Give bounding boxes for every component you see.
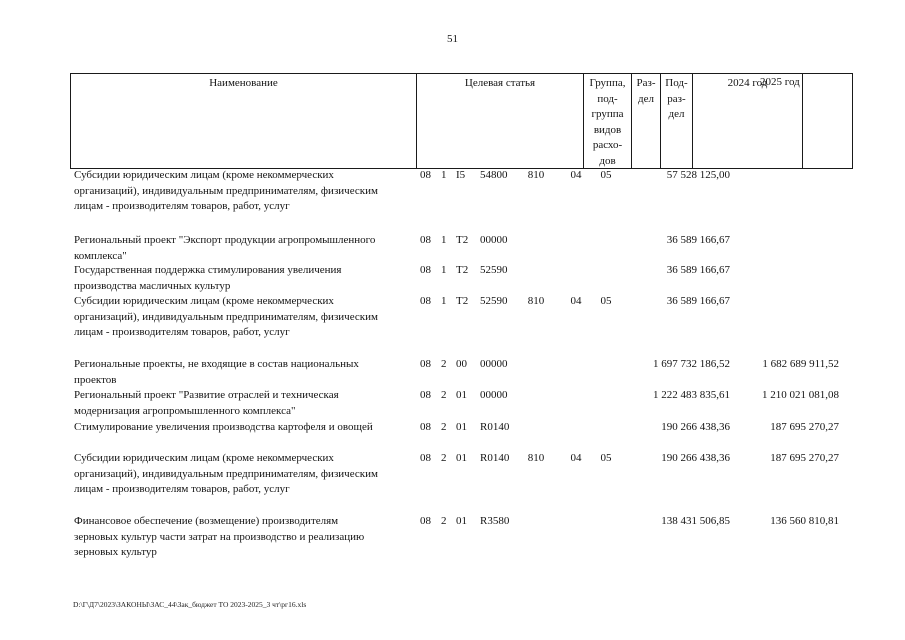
row-amount-2025: 136 560 810,81 [770, 515, 839, 527]
row-amount-2025: 1 682 689 911,52 [762, 358, 839, 370]
row-code-subprogram: 1 [441, 234, 447, 246]
header-section-line: дел [638, 92, 654, 105]
row-code-direction: T2 [456, 264, 469, 276]
row-name-line: Субсидии юридическим лицам (кроме некоммерческих [74, 452, 334, 464]
row-code-subprogram: 2 [441, 452, 447, 464]
row-code-expense: R0140 [480, 421, 510, 433]
row-name-line: проектов [74, 373, 117, 386]
row-code-expense: 54800 [480, 169, 508, 181]
row-name-line: зерновых культур части затрат на производство и реализацию [74, 530, 365, 543]
row-code-expense: 00000 [480, 358, 508, 370]
row-code-subprogram: 1 [441, 264, 447, 276]
header-group-line: Группа, [589, 77, 626, 89]
header-2024-label: 2024 год [727, 77, 768, 89]
row-name-line: Финансовое обеспечение (возмещение) производителям [74, 515, 339, 527]
row-name-line: модернизация агропромышленного комплекса" [74, 404, 296, 417]
row-code-direction: T2 [456, 234, 469, 246]
page-number: 51 [447, 33, 458, 45]
header-target-label: Целевая статья [464, 77, 536, 89]
row-code-expense: 00000 [480, 389, 508, 401]
row-code-program: 08 [420, 389, 431, 401]
row-amount-2024: 36 589 166,67 [666, 264, 730, 276]
row-group: 810 [527, 169, 545, 181]
row-amount-2024: 1 222 483 835,61 [653, 389, 730, 401]
row-code-expense: 00000 [480, 234, 508, 246]
row-amount-2024: 36 589 166,67 [666, 234, 730, 246]
row-code-program: 08 [420, 169, 431, 181]
header-group-line: дов [599, 154, 616, 167]
header-group-line: под- [597, 92, 618, 105]
row-code-expense: R0140 [480, 452, 510, 464]
header-subsection-line: дел [668, 108, 685, 120]
row-code-direction: T2 [456, 295, 469, 307]
row-code-subprogram: 2 [441, 389, 447, 401]
row-name-line: зерновых культур [74, 546, 157, 558]
row-name-line: Региональный проект "Экспорт продукции агропромышленного [74, 234, 376, 246]
row-name-line: организаций), индивидуальным предпринимателям, физическим [74, 467, 378, 480]
header-subsection [661, 74, 693, 168]
row-code-subprogram: 2 [441, 358, 447, 370]
row-subsection: 05 [600, 452, 612, 464]
header-section [632, 74, 661, 168]
row-code-direction: 00 [456, 358, 467, 370]
header-name [71, 74, 417, 168]
row-code-direction: 01 [456, 452, 467, 464]
row-name-line: Стимулирование увеличения производства картофеля и овощей [74, 421, 373, 433]
header-subsection-line: раз- [667, 92, 686, 105]
row-subsection: 05 [600, 295, 612, 307]
row-code-program: 08 [420, 452, 431, 464]
row-amount-2024: 138 431 506,85 [661, 515, 730, 527]
row-name-line: лицам - производителям товаров, работ, услуг [74, 200, 290, 212]
row-amount-2024: 36 589 166,67 [666, 295, 730, 307]
row-amount-2024: 190 266 438,36 [661, 421, 730, 433]
row-name-line: Региональный проект "Развитие отраслей и техническая [74, 389, 339, 401]
row-code-program: 08 [420, 358, 431, 370]
header-subsection-line: Под- [665, 77, 688, 89]
row-amount-2024: 1 697 732 186,52 [653, 358, 730, 370]
row-code-expense: 52590 [480, 264, 508, 276]
row-name-line: Региональные проекты, не входящие в состав национальных [74, 358, 359, 370]
row-name-line: комплекса" [74, 249, 127, 262]
header-section-line: Раз- [636, 77, 656, 89]
row-code-subprogram: 1 [441, 295, 447, 307]
row-amount-2025: 187 695 270,27 [770, 452, 839, 464]
row-name-line: лицам - производителям товаров, работ, услуг [74, 483, 290, 495]
row-name-line: Государственная поддержка стимулирования увеличения [74, 264, 342, 276]
header-target [417, 74, 584, 168]
row-group: 810 [527, 452, 545, 464]
row-section: 04 [570, 295, 582, 307]
row-code-direction: 01 [456, 515, 467, 527]
row-code-subprogram: 2 [441, 421, 447, 433]
row-code-subprogram: 2 [441, 515, 447, 527]
header-group-line: расхо- [592, 139, 623, 151]
row-group: 810 [527, 295, 545, 307]
row-name-line: организаций), индивидуальным предпринимателям, физическим [74, 184, 378, 197]
row-code-program: 08 [420, 295, 431, 307]
header-2025 [803, 74, 852, 168]
header-group-line: видов [593, 123, 622, 136]
row-name-line: Субсидии юридическим лицам (кроме некоммерческих [74, 295, 334, 307]
row-subsection: 05 [600, 169, 612, 181]
header-group [584, 74, 632, 168]
row-section: 04 [570, 452, 582, 464]
row-code-direction: 01 [456, 389, 467, 401]
row-code-program: 08 [420, 264, 431, 276]
header-2025-label: 2025 год [760, 76, 800, 88]
row-code-program: 08 [420, 421, 431, 433]
row-code-direction: I5 [456, 169, 466, 181]
row-amount-2025: 187 695 270,27 [770, 421, 839, 433]
row-code-expense: R3580 [480, 515, 510, 527]
table-header [70, 73, 853, 169]
row-code-subprogram: 1 [441, 169, 447, 181]
row-code-direction: 01 [456, 421, 467, 433]
row-amount-2024: 57 528 125,00 [666, 169, 730, 181]
row-name-line: производства масличных культур [74, 279, 231, 292]
row-section: 04 [570, 169, 582, 181]
row-code-program: 08 [420, 515, 431, 527]
row-name-line: Субсидии юридическим лицам (кроме некоммерческих [74, 169, 334, 181]
row-amount-2025: 1 210 021 081,08 [762, 389, 839, 401]
file-path: D:\Г\Д7\2023\ЗАКОНЫ\ЗАС_44\Зак_бюджет ТО 2023-2025_3 чт\рг16.xls [73, 600, 307, 609]
header-group-line: группа [591, 108, 624, 120]
row-name-line: лицам - производителям товаров, работ, услуг [74, 326, 290, 338]
header-name-label: Наименование [209, 77, 278, 89]
row-amount-2024: 190 266 438,36 [661, 452, 730, 464]
row-code-expense: 52590 [480, 295, 508, 307]
row-name-line: организаций), индивидуальным предпринимателям, физическим [74, 310, 378, 323]
row-code-program: 08 [420, 234, 431, 246]
